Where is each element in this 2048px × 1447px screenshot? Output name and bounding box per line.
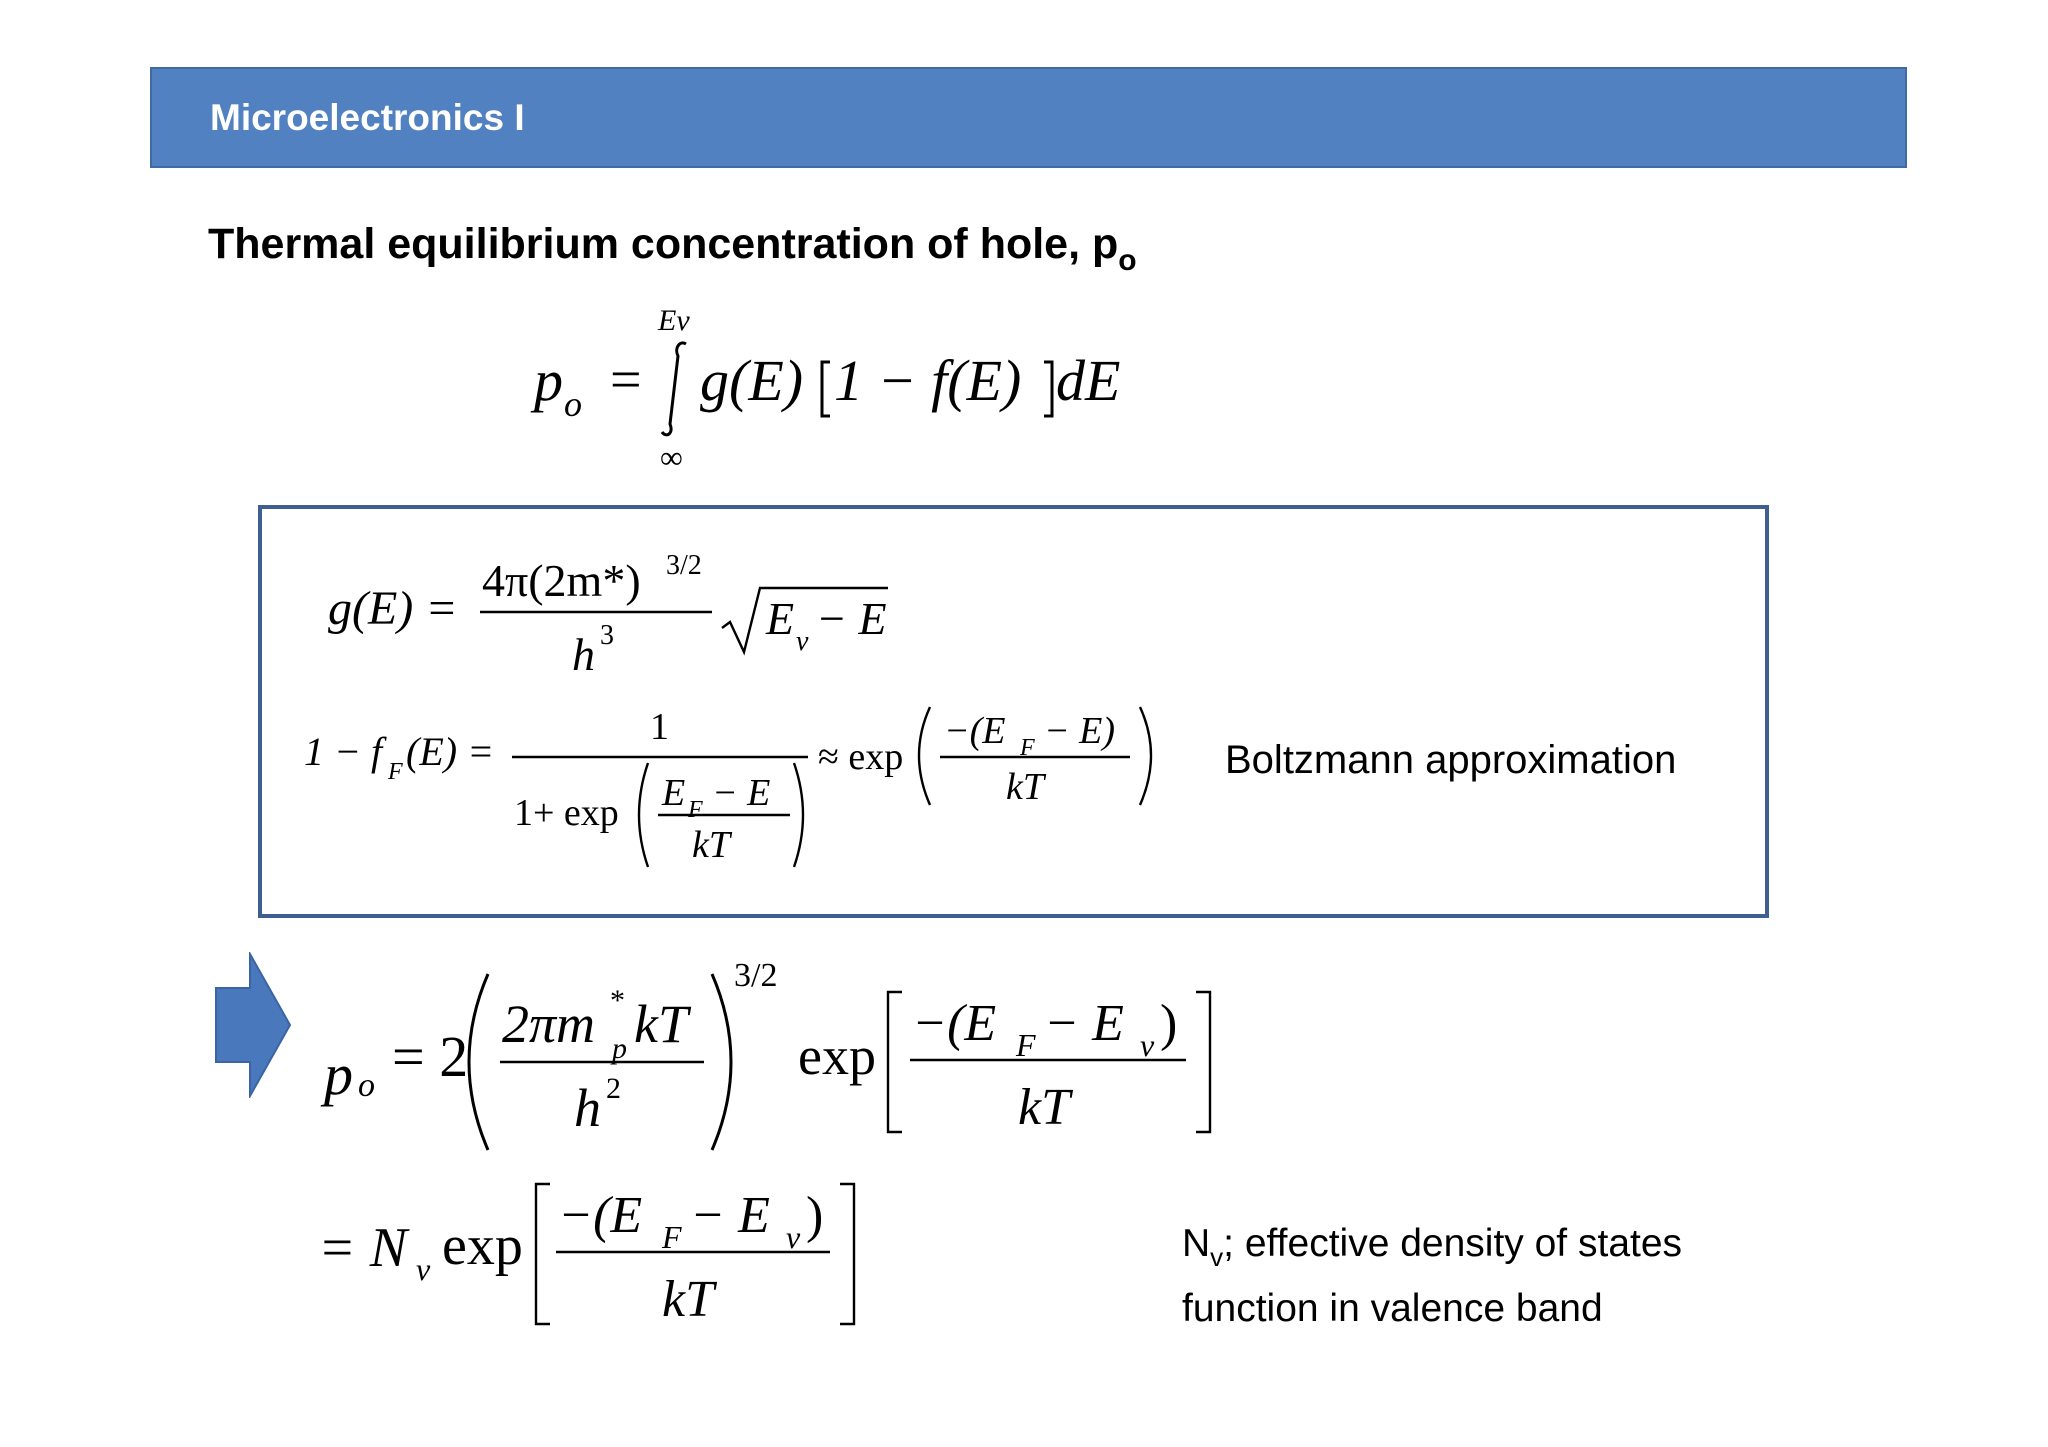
nv-exp-numerator-mid: − E	[690, 1187, 770, 1244]
nv-note-line-1-rest: ; effective density of states	[1223, 1222, 1683, 1265]
result-lhs-sub: o	[358, 1067, 375, 1104]
fermi-lhs-subscript: F	[388, 759, 403, 785]
nv-exp-sub-v: v	[786, 1219, 801, 1255]
nv-note-line-1	[1182, 1218, 1682, 1283]
nv-equation	[316, 1170, 876, 1340]
nv-note-line-2: function in valence band	[1182, 1287, 1603, 1330]
approx-right-paren	[1140, 707, 1151, 805]
nv-note-symbol: N	[1182, 1222, 1211, 1265]
nv-exp-numerator-end: )	[806, 1187, 824, 1244]
dos-sqrt-subscript: v	[796, 626, 809, 657]
nv-exp-denominator: kT	[662, 1271, 714, 1328]
left-bracket	[822, 362, 830, 416]
dos-numerator: 4π(2m*)	[482, 555, 641, 606]
slide-heading	[208, 220, 1137, 278]
integral-upper-limit: Ev	[658, 304, 690, 337]
result-exp: exp	[798, 1026, 876, 1086]
header-title: Microelectronics I	[210, 97, 525, 138]
result-exp-numerator-end: )	[1160, 995, 1178, 1052]
approx-left-paren	[919, 707, 930, 805]
heading-text: Thermal equilibrium concentration of hole, p	[208, 220, 1119, 268]
integral-equation	[520, 300, 1140, 480]
dos-equation	[320, 548, 920, 698]
nv-subscript: v	[416, 1251, 431, 1287]
approx-numerator: −(E	[944, 710, 1006, 752]
fermi-numerator: 1	[650, 706, 669, 748]
result-lhs: p	[324, 1042, 353, 1107]
result-outer-exponent: 3/2	[734, 957, 778, 994]
integral-sign	[662, 343, 686, 435]
approx-numerator-rest: − E)	[1044, 710, 1116, 752]
result-equation	[320, 952, 1240, 1162]
fermi-inner-denominator: kT	[692, 824, 730, 866]
dos-lhs: g(E) =	[328, 582, 458, 635]
integral-g-of-e: g(E)	[700, 348, 804, 413]
nv-right-bracket	[840, 1184, 854, 1324]
result-equals-two: = 2	[392, 1024, 469, 1089]
dos-denominator: h	[572, 629, 595, 680]
boltzmann-label: Boltzmann approximation	[1225, 738, 1677, 782]
result-left-bracket	[888, 992, 902, 1132]
fermi-lhs-rest: (E) =	[406, 729, 495, 774]
nv-exp: exp	[442, 1215, 523, 1277]
result-left-paren	[469, 974, 488, 1150]
fermi-left-paren	[639, 763, 648, 867]
header-bar	[150, 67, 1907, 168]
result-numerator: 2πm	[502, 994, 596, 1054]
dos-numerator-exponent: 3/2	[666, 550, 702, 581]
integral-one-minus-f: 1 − f(E)	[834, 348, 1022, 413]
dos-sqrt-e: E	[766, 593, 795, 644]
integral-lhs: p	[534, 348, 563, 413]
fermi-equation	[300, 695, 1180, 880]
heading-subscript: o	[1118, 244, 1137, 277]
result-exp-sub-v: v	[1140, 1027, 1155, 1063]
svg-text:=: =	[610, 349, 642, 411]
result-denominator: h	[574, 1078, 601, 1138]
nv-note	[1182, 1218, 1682, 1335]
approx-sub-f: F	[1020, 735, 1035, 761]
result-denominator-exp: 2	[606, 1072, 621, 1105]
fermi-lhs: 1 − f	[304, 729, 383, 774]
nv-left-bracket	[536, 1184, 550, 1324]
result-exp-sub-f: F	[1016, 1027, 1036, 1063]
nv-exp-sub-f: F	[662, 1219, 682, 1255]
integral-lhs-sub: o	[564, 384, 582, 424]
result-numerator-sup: *	[610, 984, 625, 1017]
result-exp-numerator: −(E	[912, 995, 997, 1052]
nv-exp-numerator: −(E	[558, 1187, 643, 1244]
result-exp-denominator: kT	[1018, 1079, 1070, 1136]
result-exp-numerator-mid: − E	[1044, 995, 1124, 1052]
approx-denominator: kT	[1006, 766, 1044, 808]
result-numerator-kt: kT	[634, 994, 688, 1054]
fermi-inner-numerator-e: E	[662, 772, 686, 814]
approx-exp: ≈ exp	[818, 736, 904, 778]
fermi-inner-sub-f: F	[688, 797, 703, 823]
nv-note-symbol-sub: v	[1210, 1242, 1224, 1272]
fermi-inner-numerator-rest: − E	[712, 772, 771, 814]
right-arrow-icon	[214, 952, 294, 1098]
dos-denominator-exponent: 3	[600, 620, 614, 651]
fermi-right-paren	[794, 763, 803, 867]
result-right-paren	[712, 974, 731, 1150]
integral-de: dE	[1056, 348, 1121, 413]
right-bracket	[1044, 362, 1052, 416]
result-right-bracket	[1196, 992, 1210, 1132]
result-numerator-sub: p	[612, 1032, 627, 1065]
integral-lower-limit: ∞	[660, 439, 683, 475]
dos-sqrt-rest: − E	[816, 593, 887, 644]
fermi-denominator: 1+ exp	[514, 792, 619, 834]
nv-equals: = N	[318, 1217, 408, 1279]
